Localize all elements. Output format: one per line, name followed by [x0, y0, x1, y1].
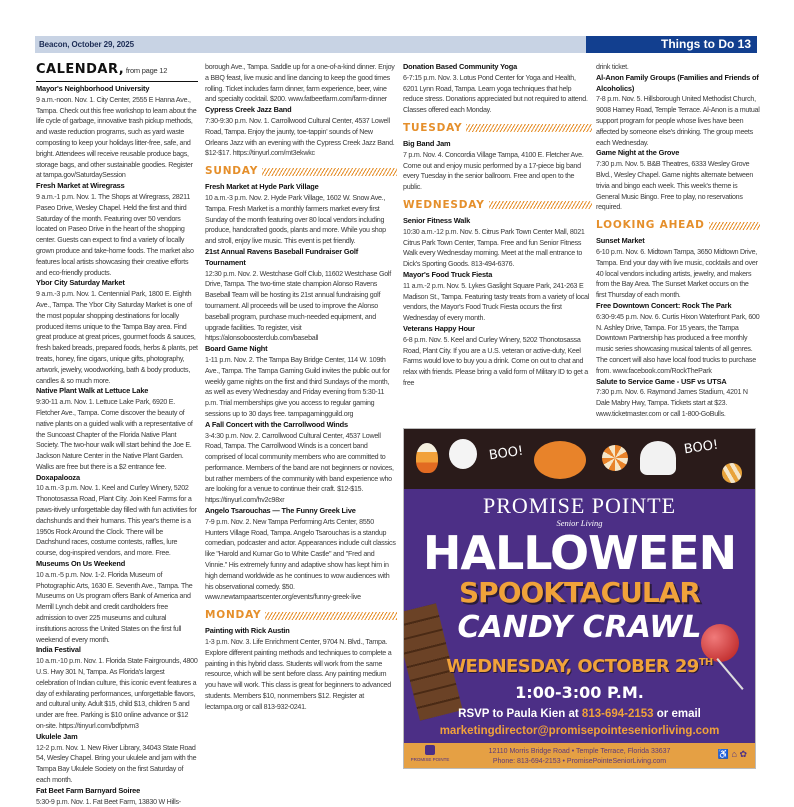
event-listing [403, 324, 592, 389]
event-description: 7-9 p.m. Nov. 2. New Tampa Performing Arts Center, 8550 Hunters Village Road, Tampa. Angelo Tsarouchas is a standup comedian, podcaster and actor. Appearances include cult classics like "Harold and Kumar Go to White Castle" and "Fred and Vinnie." His extremely funny and adaptive show has kept him in high demand worldwide as he continues to wow audiences with his observational comedy. $50. www.newtampaartscenter.org/events/funny-greek-live [205, 517, 396, 602]
section-hatch-rule [262, 168, 397, 176]
event-description: 6-8 p.m. Nov. 5. Keel and Curley Winery, 5202 Thonotosassa Road, Plant City. If you are a U.S. veteran or active-duty, Keel Farms would love to buy you a drink. Come on out to chat and relax with friends. Please bring a valid form of Military ID to get a free [403, 335, 589, 387]
section-header-wednesday [403, 199, 592, 212]
brand-name: PROMISE POINTE [482, 493, 677, 518]
event-title: Ukulele Jam [36, 731, 78, 741]
section-title: Things to Do 13 [586, 36, 757, 53]
section-hatch-rule [709, 222, 760, 230]
event-title: Free Downtown Concert: Rock The Park [596, 300, 732, 310]
section-header-tuesday [403, 122, 592, 135]
pumpkin-icon [534, 441, 586, 479]
event-title: Donation Based Community Yoga [403, 62, 518, 71]
section-label: MONDAY [205, 609, 262, 622]
event-listing [596, 148, 760, 213]
event-listing [36, 645, 198, 731]
event-title: Game Night at the Grove [596, 148, 680, 158]
event-description: 9 a.m.-3 p.m. Nov. 1. Centennial Park, 1800 E. Eighth Ave., Tampa. The Ybor City Saturday Market is one of the most popular shopping destinations for locally produced items unique to the Tampa Bay area. Find great produce at great prices, gourmet foods & sauces, fresh baked breads, prepared foods, herbs & plants, pet treats, honey, fine cigars, unique gifts, photography, artwork, jewelry, woodworking, bath & body products, candles & so much more. [36, 290, 198, 385]
event-listing [403, 270, 592, 324]
ad-phone-website: Phone: 813-694-2153 • PromisePointeSeniorLiving.com [492, 758, 667, 765]
event-description: 3-4:30 p.m. Nov. 2. Carrollwood Cultural Center, 4537 Lowell Road, Tampa. The Carrollwood Winds is a concert band comprised of local community members who are committed to performance. Members of the band are not beginners or novices, but rather members of the community with band experience who are looking for a venue to continue their craft. $12-$15. https://tinyurl.com/hv2c98xr [205, 431, 394, 505]
ghost-icon [640, 441, 676, 475]
event-listing [596, 73, 760, 149]
event-listing [205, 247, 397, 344]
column-2 [205, 62, 397, 713]
event-description: borough Ave., Tampa. Saddle up for a one-of-a-kind dinner. Enjoy a BBQ feast, live music and line dancing to keep the good times rolling. Ticket includes farm dinner, farm experience, beer, wine and specialty cocktail. $200. www.fatbeetfarm.com/farm-dinner [205, 63, 395, 104]
section-label: TUESDAY [403, 121, 463, 134]
event-listing [205, 506, 397, 603]
event-description: 5:30-9 p.m. Nov. 1. Fat Beet Farm, 13830 W Hills- [36, 797, 181, 806]
event-title: Doxapalooza [36, 472, 80, 482]
event-listing [403, 139, 592, 193]
continued-from: from page 12 [125, 66, 168, 75]
event-title: Ybor City Saturday Market [36, 278, 125, 288]
event-description: 7-8 p.m. Nov. 5. Hillsborough United Methodist Church, 9008 Harney Road, Temple Terrace. Al-Anon is a mutual support program for people whose lives have been affected by someone else's drinking. The group meets each Wednesday. [596, 95, 760, 147]
event-description: 7:30-9:30 p.m. Nov. 1. Carrollwood Cultural Center, 4537 Lowell Road, Tampa. Enjoy the jaunty, toe-tappin' sounds of New Orleans Jazz with an evening with the Cypress Creek Jazz Band. $12-$17. https://tinyurl.com/mt3ekwkc [205, 116, 395, 158]
candy-banner [404, 429, 755, 489]
event-description: 6-10 p.m. Nov. 6. Midtown Tampa, 3650 Midtown Drive, Tampa. End your day with live music, cocktails and over 40 local vendors including artists, jewelry, and makers from the Bay Area. The Sunset Market occurs on the first Thursday of each month. [596, 247, 758, 300]
ad-title-candy-crawl: CANDY CRAWL [457, 610, 702, 645]
column-4 [596, 62, 760, 420]
event-description: 7:30 p.m. Nov. 5. B&B Theatres, 6333 Wesley Grove Blvd., Wesley Chapel. Game nights alternate between trivia and bingo each week. This week's theme is General Music Bingo. Free to play, no reservations required. [596, 160, 754, 212]
accessibility-equal-housing-icons: ♿ ⌂ ✿ [717, 749, 747, 759]
event-listing [36, 181, 198, 278]
event-description: 10 a.m.-10 p.m. Nov. 1. Florida State Fairgrounds, 4800 U.S. Hwy 301 N, Tampa. As Florida's largest celebration of Indian culture, this iconic event features a day of exhilarating performances, unforgettable flavors, and cultural unity. Adult $15, child $13, children 5 and under are free. Parking is $10 online advance or $12 on-site. https://tinyurl.com/bdfptvm3 [36, 657, 198, 731]
event-title: A Fall Concert with the Carrollwood Winds [205, 419, 348, 429]
event-title: Native Plant Walk at Lettuce Lake [36, 386, 149, 396]
event-listing [403, 62, 592, 116]
section-header-monday [205, 609, 397, 622]
event-listing [596, 62, 760, 73]
event-description: 10 a.m.-3 p.m. Nov. 2. Hyde Park Village, 1602 W. Snow Ave., Tampa. Fresh Market is a monthly farmers market every first Sunday of the month featuring over 80 local vendors including produce, handcrafted goods, plants and more. While you shop and stroll, enjoy live music. This event is pet friendly. [205, 193, 386, 246]
event-title: Mayor's Food Truck Fiesta [403, 269, 493, 279]
event-description: 9 a.m.-noon. Nov. 1. City Center, 2555 E Hanna Ave., Tampa. Check out this free workshop to learn about the life cycle of garbage, innovative trash pickup methods, and waste reduction programs, such as yard waste composting to keep your holidays litter-free, safe, and bright. Attendees will receive reusable produce bags, storage bags, and other sustainable goodies. Register at tampa.gov/SaturdaySession [36, 95, 197, 180]
ad-footer [404, 743, 755, 769]
event-listing [205, 420, 397, 506]
event-listing [403, 216, 592, 270]
event-description: 6:30-9:45 p.m. Nov. 6. Curtis Hixon Waterfront Park, 600 N. Ashley Drive, Tampa. For 15 years, the Tampa Downtown Partnership has produced a free monthly music series showcasing musical talents of all genres. The concert will also have local food trucks to purchase from. www.facebook.com/RockThePark [596, 312, 760, 375]
halloween-advertisement [403, 428, 756, 769]
event-listing [205, 105, 397, 159]
event-listing [596, 236, 760, 301]
event-listing [36, 559, 198, 645]
promise-pointe-logo [410, 745, 450, 765]
ad-title-spooktacular: SPOOKTACULAR [459, 576, 700, 609]
section-hatch-rule [489, 201, 592, 209]
section-label: SUNDAY [205, 165, 259, 178]
rsvp-line [404, 709, 755, 721]
event-title: Museums On Us Weekend [36, 559, 126, 569]
event-date [404, 658, 755, 676]
logo-mark-icon [425, 745, 435, 755]
column-3 [403, 62, 592, 389]
event-description: 7:30 p.m. Nov. 6. Raymond James Stadium, 4201 N Dale Mabry Hwy, Tampa. Tickets start at $23. www.ticketmaster.com or call 1-800-GoBulls. [596, 388, 748, 418]
event-title: Fresh Market at Hyde Park Village [205, 182, 319, 192]
event-description: 9 a.m.-1 p.m. Nov. 1. The Shops at Wiregrass, 28211 Paseo Drive, Wesley Chapel. Held the first and third Saturday of the month. Featuring over 50 vendors located on Paseo Drive in the heart of the shopping center. Guests can expect to find a variety of locally grown produce and take-home foods. The market also features local artists showcasing their creative efforts and eco-friendly products. [36, 192, 194, 277]
event-description: 12-2 p.m. Nov. 1. New River Library, 34043 State Road 54, Wesley Chapel. Bring your ukulele and jam with the Tampa Bay Ukulele Society on the first Saturday of each month. [36, 743, 197, 784]
event-listing [36, 786, 198, 807]
event-title: Board Game Night [205, 344, 268, 354]
event-description: 9:30-11 a.m. Nov. 1. Lettuce Lake Park, 6920 E. Fletcher Ave., Tampa. Come discover the beauty of native plants on a guided walk with a representative of the Suncoast Chapter of the Florida Native Plant Society. The two-hour walk will start behind the Joe E. Jackson Nature Center in the Native Plant Garden. Walks are free but there is a $2 entrance fee. [36, 398, 193, 471]
event-listing [205, 182, 397, 247]
brand-subtitle: Senior Living [556, 518, 603, 528]
event-title: Fat Beet Farm Barnyard Soiree [36, 785, 141, 795]
event-title: 21st Annual Ravens Baseball Fundraiser Golf Tournament [205, 246, 359, 267]
event-description: 1-11 p.m. Nov. 2. The Tampa Bay Bridge Center, 114 W. 109th Ave., Tampa. The Tampa Gaming Guild invites the public out for weekly game nights on the first and third Sundays of the month, as well as every Wednesday and Friday evening from 5:30-11 p.m. Trial memberships give you access to regular gaming sessions up to 30 days free. tampagamingguild.org [205, 355, 390, 418]
event-description: 1-3 p.m. Nov. 3. Life Enrichment Center, 9704 N. Blvd., Tampa. Explore different painting methods and techniques to complete a painting in this hybrid class. Students will work from the same resource, which will be sent before class. Any painting medium you have will work. This class is great for beginners to advanced students. Members $10, nonmembers $12. Register at lectampa.org or call 813-932-0241. [205, 638, 392, 711]
skull-icon [449, 439, 477, 469]
section-label: LOOKING AHEAD [596, 219, 705, 232]
rsvp-phone: 813-694-2153 [581, 708, 654, 720]
event-title: Sunset Market [596, 236, 645, 246]
calendar-title: CALENDAR, [36, 62, 125, 77]
event-description: 10:30 a.m.-12 p.m. Nov. 5. Citrus Park Town Center Mall, 8021 Citrus Park Town Center, Tampa. Free and fun Senior Fitness Walk every Wednesday morning. Meet at the mall entrance to Dick's Sporting Goods. 813-494-6376. [403, 227, 585, 269]
event-listing [36, 278, 198, 386]
event-description: 12:30 p.m. Nov. 2. Westchase Golf Club, 11602 Westchase Golf Drive, Tampa. The two-time state champion Alonso Ravens Baseball Team will be hosting its 21st annual fundraising golf tournament. All proceeds will be used to improve the Alonso baseball program, purchase much-needed equipment, and upgrade facilities. To register, visit https://alonsoboosterclub.com/baseball [205, 269, 391, 343]
section-label: WEDNESDAY [403, 198, 485, 211]
event-listing [36, 84, 198, 181]
section-header-sunday [205, 165, 397, 178]
event-description: 10 a.m.-5 p.m. Nov. 1-2. Florida Museum of Photographic Arts, 1630 E. Seventh Ave., Tampa. The Museums on Us program offers Bank of America and Merrill Lynch debit and credit cardholders free admission to over 225 museums and cultural institutions across the United States on the first full weekend of every month. [36, 570, 193, 644]
rsvp-text: RSVP to Paula Kien at [458, 708, 579, 720]
event-description: 11 a.m.-2 p.m. Nov. 5. Lykes Gaslight Square Park, 241-263 E Madison St., Tampa. Featuring tasty treats from a variety of local vendors, the Mayor's Food Truck Fiesta occurs the first Wednesday of every month. [403, 281, 590, 323]
event-title: Angelo Tsarouchas — The Funny Greek Live [205, 506, 356, 516]
event-title: Senior Fitness Walk [403, 215, 471, 225]
event-title: Al-Anon Family Groups (Families and Friends of Alcoholics) [596, 72, 759, 93]
event-listing [596, 301, 760, 377]
lollipop-icon [602, 445, 628, 471]
column-1 [36, 62, 198, 807]
candy-corn-icon [416, 443, 438, 473]
calendar-heading [36, 62, 198, 82]
event-description: 10 a.m.-3 p.m. Nov. 1. Keel and Curley Winery, 5202 Thonotosassa Road, Plant City. Join Keel Farms for a paws-itively unforgettable day filled with fun activities for dachshunds and their humans. This year's theme is a 1950s Rock Around the Clock. There will be Dachshund races, costume contests, raffles, lure course, dog-inspired vendors, and more. Free. [36, 484, 197, 558]
event-title: Mayor's Neighborhood University [36, 84, 150, 93]
section-hatch-rule [466, 124, 592, 132]
event-title: Big Band Jam [403, 138, 451, 148]
event-title: Veterans Happy Hour [403, 323, 475, 333]
event-listing [205, 62, 397, 105]
event-listing [36, 473, 198, 559]
event-date-text: WEDNESDAY, OCTOBER 29 [446, 656, 699, 677]
event-description: drink ticket. [596, 63, 629, 71]
event-listing [36, 732, 198, 786]
page-folio-date: Beacon, October 29, 2025 [35, 36, 586, 53]
event-title: India Festival [36, 645, 81, 655]
rsvp-email[interactable]: marketingdirector@promisepointeseniorliving.com [439, 725, 720, 737]
section-header-looking-ahead [596, 219, 760, 232]
boo-text: BOO! [488, 443, 525, 464]
event-description: 6-7:15 p.m. Nov. 3. Lotus Pond Center for Yoga and Health, 6201 Lynn Road, Tampa. Learn yoga techniques that help reduce stress. Donations appreciated but not required to attend. Classes offered each Monday. [403, 73, 588, 115]
event-title: Cypress Creek Jazz Band [205, 105, 292, 115]
event-description: 7 p.m. Nov. 4. Concordia Village Tampa, 4100 E. Fletcher Ave. Come out and enjoy music performed by a 17-piece big band every Tuesday in the senior ballroom. Free and open to the public. [403, 150, 584, 192]
date-suffix: TH [698, 657, 713, 668]
event-listing [596, 377, 760, 420]
striped-candy-icon [722, 463, 742, 483]
event-time: 1:00-3:00 P.M. [515, 683, 644, 702]
boo-text-2: BOO! [683, 437, 720, 458]
logo-text: PROMISE POINTE [410, 757, 450, 762]
event-title: Fresh Market at Wiregrass [36, 181, 125, 191]
rsvp-or: or email [656, 708, 701, 720]
section-hatch-rule [265, 612, 397, 620]
ad-title-halloween: HALLOWEEN [422, 526, 737, 580]
event-listing [36, 386, 198, 472]
ad-address: 12110 Morris Bridge Road • Temple Terrace, Florida 33637 [488, 748, 671, 755]
event-title: Painting with Rick Austin [205, 626, 290, 636]
event-title: Salute to Service Game - USF vs UTSA [596, 376, 727, 386]
event-listing [205, 344, 397, 420]
event-listing [205, 626, 397, 712]
